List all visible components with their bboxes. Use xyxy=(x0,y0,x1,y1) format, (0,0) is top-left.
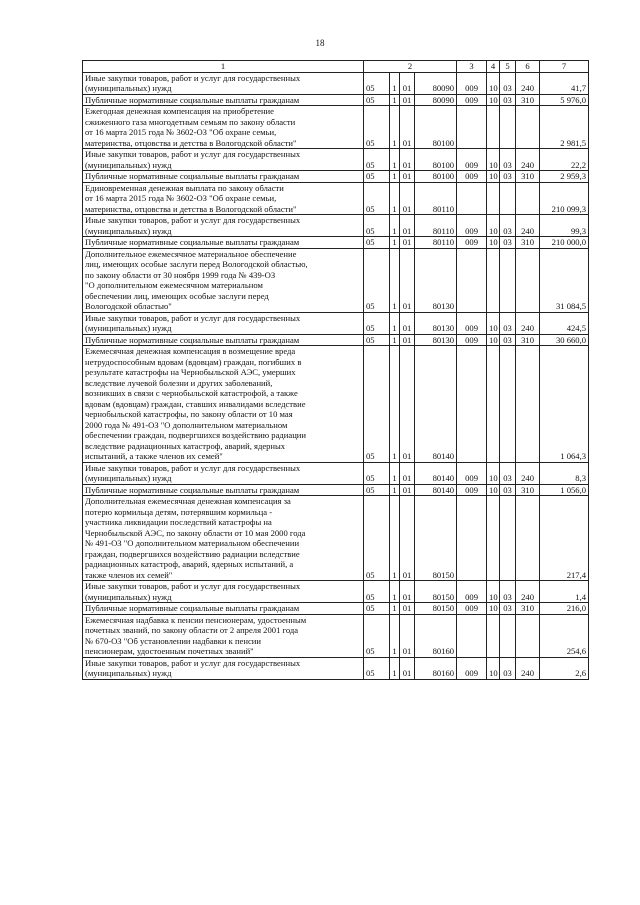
classification-sub: 1 xyxy=(390,484,400,496)
col-5-value: 03 xyxy=(500,657,516,679)
classification-program: 01 xyxy=(400,484,415,496)
col-6-value: 310 xyxy=(516,171,540,183)
page-number: 18 xyxy=(315,38,325,48)
col-4-value xyxy=(487,346,500,463)
classification-program: 01 xyxy=(400,72,415,94)
description-line: Публичные нормативные социальные выплаты гражданам xyxy=(85,94,300,105)
classification-code: 80140 xyxy=(415,462,457,484)
row-description xyxy=(83,581,364,603)
amount-value: 1 056,0 xyxy=(540,484,589,496)
col-6-value: 240 xyxy=(516,657,540,679)
amount-value: 41,7 xyxy=(540,72,589,94)
col-5-value: 03 xyxy=(500,171,516,183)
description-line: Дополнительное ежемесячное материальное обеспечение xyxy=(85,248,297,259)
col-3-value: 009 xyxy=(457,171,487,183)
col-6-value xyxy=(516,106,540,149)
classification-program: 01 xyxy=(400,149,415,171)
amount-value: 216,0 xyxy=(540,603,589,615)
header-col-1: 1 xyxy=(83,61,364,73)
classification-sub: 1 xyxy=(390,72,400,94)
classification-code: 80110 xyxy=(415,237,457,249)
col-4-value: 10 xyxy=(487,657,500,679)
classification-code: 80140 xyxy=(415,484,457,496)
col-6-value: 240 xyxy=(516,312,540,334)
col-6-value: 310 xyxy=(516,237,540,249)
row-description xyxy=(83,334,364,346)
classification-code: 80140 xyxy=(415,346,457,463)
description-line: № 491-ОЗ "О дополнительном материальном обеспечении xyxy=(85,538,300,548)
col-6-value xyxy=(516,182,540,215)
col-6-value: 240 xyxy=(516,149,540,171)
amount-value: 210 099,3 xyxy=(540,182,589,215)
description-line: материнства, отцовства и детства в Вологодской области" xyxy=(85,137,297,148)
classification-index: 05 xyxy=(364,346,390,463)
description-line: Иные закупки товаров, работ и услуг для государственных xyxy=(85,149,301,159)
col-6-value: 310 xyxy=(516,484,540,496)
description-line: вследствие радиационных катастроф, аварий, ядерных xyxy=(85,440,286,451)
row-description xyxy=(83,312,364,334)
classification-index: 05 xyxy=(364,72,390,94)
description-line: Публичные нормативные социальные выплаты гражданам xyxy=(85,603,300,613)
classification-program: 01 xyxy=(400,106,415,149)
row-description xyxy=(83,182,364,215)
col-3-value: 009 xyxy=(457,581,487,603)
description-line: Публичные нормативные социальные выплаты гражданам xyxy=(85,334,300,345)
description-line: чернобыльской катастрофы, по закону области от 10 мая xyxy=(85,409,293,419)
col-6-value xyxy=(516,496,540,581)
col-5-value: 03 xyxy=(500,237,516,249)
description-line: потерю кормильца детям, потерявшим кормильца - xyxy=(85,506,273,517)
description-line: пенсионерам, удостоенным почетных званий" xyxy=(85,646,254,656)
col-5-value: 03 xyxy=(500,484,516,496)
classification-code: 80090 xyxy=(415,94,457,106)
table-row xyxy=(83,484,589,496)
classification-index: 05 xyxy=(364,237,390,249)
description-line: Иные закупки товаров, работ и услуг для государственных xyxy=(85,72,301,83)
col-6-value: 310 xyxy=(516,94,540,106)
classification-program: 01 xyxy=(400,603,415,615)
classification-sub: 1 xyxy=(390,496,400,581)
description-line: обеспечении граждан, подвергшихся воздействию радиации xyxy=(85,430,306,440)
classification-index: 05 xyxy=(364,614,390,657)
table-row xyxy=(83,72,589,94)
classification-index: 05 xyxy=(364,215,390,237)
amount-value: 22,2 xyxy=(540,149,589,171)
header-col-5: 5 xyxy=(500,61,516,73)
description-line: (муниципальных) нужд xyxy=(85,668,172,678)
description-line: 2000 года № 491-ОЗ "О дополнительном материальном xyxy=(85,419,288,430)
col-4-value: 10 xyxy=(487,334,500,346)
col-4-value: 10 xyxy=(487,94,500,106)
classification-sub: 1 xyxy=(390,182,400,215)
classification-code: 80150 xyxy=(415,581,457,603)
amount-value: 30 660,0 xyxy=(540,334,589,346)
table-row xyxy=(83,94,589,106)
col-5-value xyxy=(500,346,516,463)
classification-index: 05 xyxy=(364,106,390,149)
header-col-2: 2 xyxy=(364,61,457,73)
classification-code: 80100 xyxy=(415,149,457,171)
amount-value: 424,5 xyxy=(540,312,589,334)
col-3-value xyxy=(457,614,487,657)
classification-sub: 1 xyxy=(390,106,400,149)
table-row xyxy=(83,215,589,237)
row-description xyxy=(83,94,364,106)
classification-program: 01 xyxy=(400,614,415,657)
description-line: Вологодской областью" xyxy=(85,301,172,311)
col-4-value xyxy=(487,106,500,149)
description-line: Иные закупки товаров, работ и услуг для государственных xyxy=(85,581,301,591)
header-col-4: 4 xyxy=(487,61,500,73)
table-row xyxy=(83,182,589,215)
col-5-value: 03 xyxy=(500,581,516,603)
classification-sub: 1 xyxy=(390,657,400,679)
table-row xyxy=(83,657,589,679)
col-4-value: 10 xyxy=(487,581,500,603)
classification-program: 01 xyxy=(400,94,415,106)
col-5-value: 03 xyxy=(500,312,516,334)
row-description xyxy=(83,484,364,496)
classification-program: 01 xyxy=(400,657,415,679)
description-line: Ежемесячная надбавка к пенсии пенсионерам, удостоенным xyxy=(85,614,307,625)
col-4-value: 10 xyxy=(487,237,500,249)
classification-sub: 1 xyxy=(390,614,400,657)
col-4-value: 10 xyxy=(487,72,500,94)
col-5-value xyxy=(500,496,516,581)
description-line: Ежемесячная денежная компенсация в возмещение вреда xyxy=(85,346,296,356)
table-row xyxy=(83,346,589,463)
description-line: вследствие лучевой болезни и других заболеваний, xyxy=(85,377,273,388)
classification-program: 01 xyxy=(400,248,415,312)
row-description xyxy=(83,237,364,249)
description-line: от 16 марта 2015 года № 3602-ОЗ "Об охране семьи, xyxy=(85,193,277,203)
description-line: № 670-ОЗ "Об установлении надбавки к пенсии xyxy=(85,635,261,646)
description-line: (муниципальных) нужд xyxy=(85,83,172,93)
col-5-value xyxy=(500,248,516,312)
table-row xyxy=(83,334,589,346)
classification-sub: 1 xyxy=(390,334,400,346)
col-3-value xyxy=(457,106,487,149)
classification-code: 80090 xyxy=(415,72,457,94)
table-row xyxy=(83,106,589,149)
classification-index: 05 xyxy=(364,312,390,334)
description-line: лиц, имеющих особые заслуги перед Вологодской областью, xyxy=(85,259,308,269)
col-4-value: 10 xyxy=(487,484,500,496)
classification-index: 05 xyxy=(364,462,390,484)
description-line: от 16 марта 2015 года № 3602-ОЗ "Об охране семьи, xyxy=(85,127,277,137)
col-6-value: 240 xyxy=(516,462,540,484)
col-5-value: 03 xyxy=(500,462,516,484)
description-line: Иные закупки товаров, работ и услуг для государственных xyxy=(85,462,301,473)
classification-code: 80160 xyxy=(415,657,457,679)
classification-program: 01 xyxy=(400,171,415,183)
description-line: Иные закупки товаров, работ и услуг для государственных xyxy=(85,657,301,668)
col-4-value xyxy=(487,182,500,215)
classification-code: 80150 xyxy=(415,496,457,581)
row-description xyxy=(83,603,364,615)
col-3-value: 009 xyxy=(457,334,487,346)
table-row xyxy=(83,149,589,171)
classification-sub: 1 xyxy=(390,462,400,484)
amount-value: 99,3 xyxy=(540,215,589,237)
description-line: испытаний, а также членов их семей" xyxy=(85,451,223,461)
amount-value: 210 000,0 xyxy=(540,237,589,249)
classification-program: 01 xyxy=(400,496,415,581)
col-4-value: 10 xyxy=(487,312,500,334)
description-line: Публичные нормативные социальные выплаты гражданам xyxy=(85,484,300,495)
description-line: материнства, отцовства и детства в Вологодской области" xyxy=(85,203,297,214)
col-5-value xyxy=(500,182,516,215)
col-5-value: 03 xyxy=(500,149,516,171)
col-5-value xyxy=(500,614,516,657)
col-5-value xyxy=(500,106,516,149)
col-6-value xyxy=(516,346,540,463)
row-description xyxy=(83,657,364,679)
classification-index: 05 xyxy=(364,496,390,581)
description-line: участника ликвидации последствий катастрофы на xyxy=(85,517,272,527)
col-4-value xyxy=(487,496,500,581)
col-3-value: 009 xyxy=(457,484,487,496)
amount-value: 254,6 xyxy=(540,614,589,657)
description-line: граждан, подвергшихся воздействию радиации вследствие xyxy=(85,548,300,559)
col-5-value: 03 xyxy=(500,334,516,346)
classification-program: 01 xyxy=(400,334,415,346)
description-line: Иные закупки товаров, работ и услуг для государственных xyxy=(85,215,301,225)
classification-program: 01 xyxy=(400,462,415,484)
row-description xyxy=(83,614,364,657)
classification-index: 05 xyxy=(364,94,390,106)
classification-sub: 1 xyxy=(390,94,400,106)
classification-index: 05 xyxy=(364,581,390,603)
description-line: Чернобыльской АЭС, по закону области от 10 мая 2000 года xyxy=(85,527,306,538)
col-3-value: 009 xyxy=(457,94,487,106)
description-line: (муниципальных) нужд xyxy=(85,323,172,333)
row-description xyxy=(83,462,364,484)
col-6-value: 240 xyxy=(516,72,540,94)
description-line: Публичные нормативные социальные выплаты гражданам xyxy=(85,237,300,247)
description-line: возникших в связи с чернобыльской катастрофой, а также xyxy=(85,388,298,398)
description-line: (муниципальных) нужд xyxy=(85,159,172,170)
classification-sub: 1 xyxy=(390,171,400,183)
classification-index: 05 xyxy=(364,334,390,346)
table-row xyxy=(83,581,589,603)
description-line: по закону области от 30 ноября 1999 года № 439-ОЗ xyxy=(85,269,276,280)
col-5-value: 03 xyxy=(500,94,516,106)
classification-code: 80130 xyxy=(415,334,457,346)
classification-index: 05 xyxy=(364,149,390,171)
classification-program: 01 xyxy=(400,215,415,237)
description-line: Публичные нормативные социальные выплаты гражданам xyxy=(85,171,300,181)
description-line: Дополнительная ежемесячная денежная компенсация за xyxy=(85,496,291,506)
row-description xyxy=(83,346,364,463)
classification-sub: 1 xyxy=(390,248,400,312)
amount-value: 31 084,5 xyxy=(540,248,589,312)
description-line: вдовам (вдовцам) граждан, ставших инвалидами вследствие xyxy=(85,398,306,409)
classification-sub: 1 xyxy=(390,603,400,615)
classification-code: 80110 xyxy=(415,215,457,237)
col-3-value: 009 xyxy=(457,215,487,237)
col-3-value: 009 xyxy=(457,603,487,615)
classification-program: 01 xyxy=(400,182,415,215)
row-description xyxy=(83,248,364,312)
description-line: результате катастрофы на Чернобыльской АЭС, умерших xyxy=(85,367,296,377)
amount-value: 2,6 xyxy=(540,657,589,679)
table-row xyxy=(83,237,589,249)
classification-program: 01 xyxy=(400,312,415,334)
classification-program: 01 xyxy=(400,346,415,463)
classification-sub: 1 xyxy=(390,215,400,237)
col-4-value: 10 xyxy=(487,149,500,171)
classification-program: 01 xyxy=(400,581,415,603)
classification-code: 80150 xyxy=(415,603,457,615)
col-3-value: 009 xyxy=(457,72,487,94)
col-6-value xyxy=(516,614,540,657)
col-4-value: 10 xyxy=(487,603,500,615)
table-header-row xyxy=(83,61,589,73)
table-body xyxy=(83,72,589,679)
description-line: обеспечении лиц, имеющих особые заслуги перед xyxy=(85,290,269,301)
amount-value: 2 959,3 xyxy=(540,171,589,183)
classification-code: 80130 xyxy=(415,248,457,312)
col-6-value: 310 xyxy=(516,603,540,615)
col-6-value: 240 xyxy=(516,581,540,603)
classification-index: 05 xyxy=(364,603,390,615)
description-line: нетрудоспособным вдовам (вдовцам) граждан, погибших в xyxy=(85,356,302,367)
col-3-value: 009 xyxy=(457,149,487,171)
classification-index: 05 xyxy=(364,248,390,312)
col-3-value xyxy=(457,248,487,312)
classification-sub: 1 xyxy=(390,312,400,334)
classification-sub: 1 xyxy=(390,346,400,463)
amount-value: 217,4 xyxy=(540,496,589,581)
classification-index: 05 xyxy=(364,484,390,496)
classification-sub: 1 xyxy=(390,237,400,249)
col-5-value: 03 xyxy=(500,603,516,615)
description-line: "О дополнительном ежемесячном материальном xyxy=(85,280,263,290)
col-3-value xyxy=(457,496,487,581)
table-row xyxy=(83,603,589,615)
classification-code: 80110 xyxy=(415,182,457,215)
amount-value: 8,3 xyxy=(540,462,589,484)
description-line: (муниципальных) нужд xyxy=(85,225,172,236)
description-line: радиационных катастроф, аварий, ядерных испытаний, а xyxy=(85,559,294,569)
amount-value: 5 976,0 xyxy=(540,94,589,106)
classification-program: 01 xyxy=(400,237,415,249)
col-3-value xyxy=(457,346,487,463)
classification-code: 80160 xyxy=(415,614,457,657)
col-3-value: 009 xyxy=(457,657,487,679)
amount-value: 1 064,3 xyxy=(540,346,589,463)
col-6-value: 240 xyxy=(516,215,540,237)
header-col-6: 6 xyxy=(516,61,540,73)
description-line: сжиженного газа многодетным семьям по закону области xyxy=(85,116,296,127)
col-4-value: 10 xyxy=(487,215,500,237)
header-col-7: 7 xyxy=(540,61,589,73)
row-description xyxy=(83,215,364,237)
classification-index: 05 xyxy=(364,657,390,679)
table-row xyxy=(83,614,589,657)
header-col-3: 3 xyxy=(457,61,487,73)
classification-code: 80100 xyxy=(415,106,457,149)
table-row xyxy=(83,248,589,312)
classification-index: 05 xyxy=(364,171,390,183)
amount-value: 2 981,5 xyxy=(540,106,589,149)
row-description xyxy=(83,72,364,94)
description-line: Единовременная денежная выплата по закону области xyxy=(85,182,284,193)
row-description xyxy=(83,171,364,183)
description-line: (муниципальных) нужд xyxy=(85,591,172,602)
description-line: почетных званий, по закону области от 2 апреля 2001 года xyxy=(85,625,299,635)
classification-code: 80100 xyxy=(415,171,457,183)
classification-sub: 1 xyxy=(390,149,400,171)
row-description xyxy=(83,106,364,149)
table-row xyxy=(83,312,589,334)
row-description xyxy=(83,496,364,581)
description-line: (муниципальных) нужд xyxy=(85,473,172,483)
classification-index: 05 xyxy=(364,182,390,215)
col-3-value xyxy=(457,182,487,215)
table-row xyxy=(83,171,589,183)
classification-sub: 1 xyxy=(390,581,400,603)
col-3-value: 009 xyxy=(457,237,487,249)
description-line: Иные закупки товаров, работ и услуг для государственных xyxy=(85,312,301,323)
table-row xyxy=(83,462,589,484)
description-line: также членов их семей" xyxy=(85,569,173,580)
col-3-value: 009 xyxy=(457,312,487,334)
col-4-value xyxy=(487,614,500,657)
col-5-value: 03 xyxy=(500,215,516,237)
description-line: Ежегодная денежная компенсация на приобретение xyxy=(85,106,274,116)
row-description xyxy=(83,149,364,171)
col-4-value: 10 xyxy=(487,462,500,484)
col-4-value: 10 xyxy=(487,171,500,183)
table-row xyxy=(83,496,589,581)
col-4-value xyxy=(487,248,500,312)
col-5-value: 03 xyxy=(500,72,516,94)
col-6-value xyxy=(516,248,540,312)
col-3-value: 009 xyxy=(457,462,487,484)
budget-table xyxy=(82,60,589,680)
amount-value: 1,4 xyxy=(540,581,589,603)
col-6-value: 310 xyxy=(516,334,540,346)
classification-code: 80130 xyxy=(415,312,457,334)
